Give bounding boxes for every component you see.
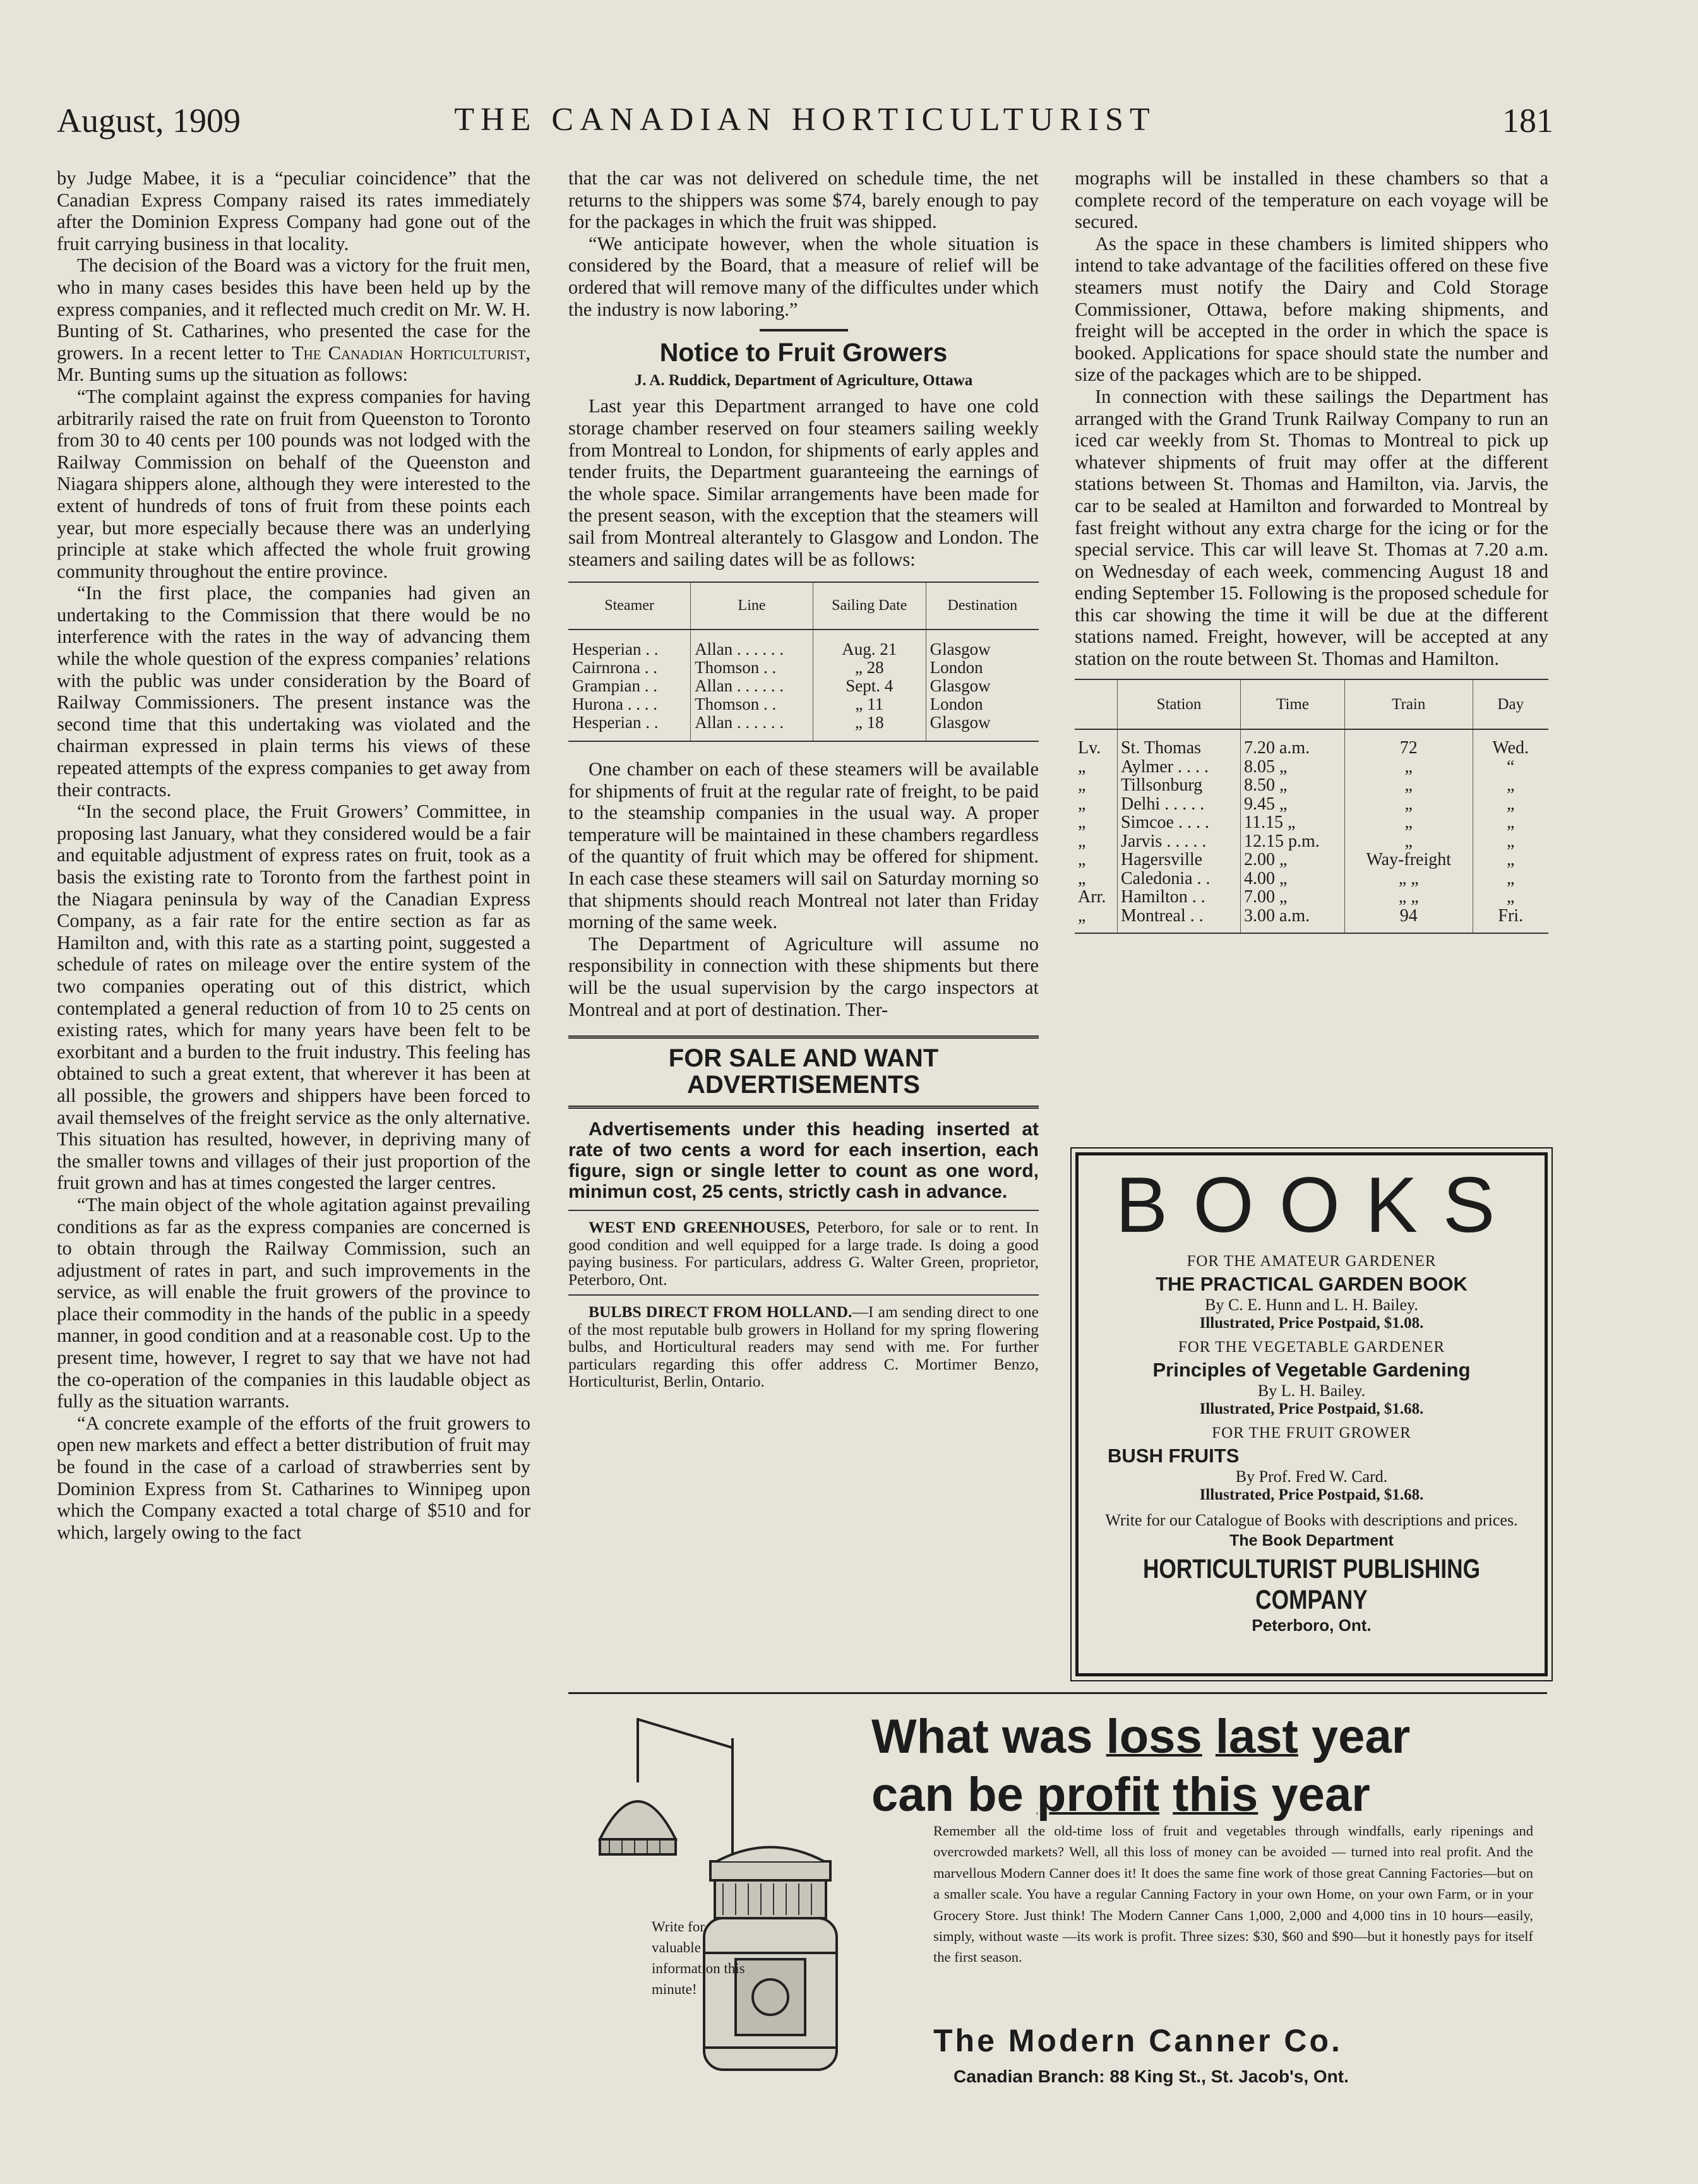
table-row: Hesperian . . Allan . . . . . . Aug. 21 Glasgow: [568, 630, 1039, 659]
classified-title: FOR SALE AND WANT ADVERTISEMENTS: [568, 1039, 1039, 1109]
ad-headline: What was loss last year can be profit this year: [871, 1710, 1411, 1822]
paragraph: In connection with these sailings the Department has arranged with the Grand Trunk Railway Company to run an iced car weekly from St. Thomas to Montreal to pick up whatever shipments of fruit may offer at the different stations between St. Thomas and Hamilton, via. Jarvis, the car to be sealed at Hamilton and forwarded to Montreal by fast freight without any extra charge for the icing or for the special service. This car will leave St. Thomas at 7.20 a.m. on Wednesday of each week, commencing August 18 and ending September 15. Following is the proposed schedule for this car showing the time it will be due at the different stations named. Freight, however, will be accepted at any station on the route between St. Thomas and Hamilton.: [1075, 385, 1548, 670]
page-number: 181: [1502, 102, 1553, 140]
paragraph: “The main object of the whole agitation against prevailing conditions as far as the express companies are concerned is to obtain through the Railway Commission, such an adjustment of rates in part, and such improvements in the service, as will enable the fruit growers of the province to place their commodity in the hands of the public in a speedy manner, in good condition and at a reasonable cost. Up to the present time, however, I regret to say that we have not had the co-operation of the companies in this laudable object as fully as the situation warrants.: [57, 1193, 530, 1412]
steamer-table: [568, 582, 1039, 742]
table-row: Hesperian . . Allan . . . . . . „ 18 Glasgow: [568, 713, 1039, 741]
paragraph: “In the second place, the Fruit Growers’ Committee, in proposing last January, what they considered would be a fair and equitable adjustment of express rates on fruit, took as a basis the existing rate to Toronto from the farthest point in the Niagara peninsula by way of the Canadian Express Company, as a fair rate for the entire section as far as Hamilton and, with this rate as a starting point, suggested a schedule of rates on mileage over the entire system of the two companies operating out of this district, which contemplated a general reduction of from 10 to 25 cents on existing rates, which for many years have been felt to be exorbitant and a burden to the fruit industry. This feeling has obtained to such a great extent, that wherever it has been at all possible, the growers and shippers have been forced to avail themselves of the freight service as the only alternative. This situation has resulted, however, in depriving many of the smaller towns and villages of their just proportion of the fruit grown and has at times congested the larger centres.: [57, 801, 530, 1194]
catalogue-note: Write for our Catalogue of Books with descriptions and prices.: [1105, 1511, 1518, 1529]
books-advertisement: [1075, 1152, 1548, 1676]
ad-body: Remember all the old-time loss of fruit and vegetables through windfalls, early ripenings and overcrowded markets? Well, all this loss of money can be avoided — turned into real profit. And the marvellous Modern Canner does it! It does the same fine work of those great Canning Factories—but on a smaller scale. You have a regular Canning Factory in your own Home, on your own Farm, or in your Grocery Store. Just think! The Modern Canner Cans 1,000, 2,000 and 4,000 tins in 10 hours—easily, simply, without waste —its work is profit. Three sizes: $30, $60 and $90—but it honestly pays for itself the first season.: [933, 1823, 1533, 1966]
classified-rates: Advertisements under this heading inserted at rate of two cents a word for each insertion, each figure, sign or single letter to count as one word, minimun cost, 25 cents, strictly cash in advance.: [568, 1119, 1039, 1211]
book-price: Illustrated, Price Postpaid, $1.68.: [1199, 1486, 1424, 1503]
table-row: „ Aylmer . . . . 8.05 „ „ “: [1075, 758, 1548, 777]
book-price: Illustrated, Price Postpaid, $1.68.: [1199, 1400, 1424, 1417]
table-row: Lv. St. Thomas 7.20 a.m. 72 Wed.: [1075, 729, 1548, 758]
table-row: „ Delhi . . . . . 9.45 „ „ „: [1075, 795, 1548, 814]
table-row: „ Tillsonburg 8.50 „ „ „: [1075, 776, 1548, 795]
table-row: Hurona . . . . Thomson . . „ 11 London: [568, 695, 1039, 713]
publication-title: THE CANADIAN HORTICULTURIST: [454, 102, 1156, 138]
paragraph: “A concrete example of the efforts of the fruit growers to open new markets and effect a better distribution of fruit may be found in the case of a carload of strawberries sent by Dominion Express from St. Catharines to Winnipeg upon which the Company exacted a total charge of $510 and for which, largely owing to the fact: [57, 1412, 530, 1543]
section-divider: [760, 329, 848, 331]
paragraph: Last year this Department arranged to have one cold storage chamber reserved on four steamers sailing weekly from Montreal to London, for shipments of early apples and tender fruits, the Department guaranteeing the earnings of the whole space. Similar arrangements have been made for the present season, with the exception that the steamers will sail from Montreal alterantely to Glasgow and London. The steamers and sailing dates will be as follows:: [568, 395, 1039, 570]
paragraph: One chamber on each of these steamers will be available for shipments of fruit at the regular rate of freight, to be paid to the steamship companies in the usual way. A proper temperature will be maintained in these chambers regardless of the quantity of fruit which may be offered for shipment. In each case these steamers will sail on Saturday morning so that shipments should reach Montreal not later than Friday morning of the same week.: [568, 758, 1039, 933]
table-header: Time: [1241, 679, 1345, 730]
paragraph: “The complaint against the express companies for having arbitrarily raised the rate on fruit from Queenston to Toronto from 30 to 40 cents per 100 pounds was not lodged with the Railway Commission on behalf of the Queenston and Niagara shippers alone, although they were interested to the extent of hundreds of tons of fruit from these points each year, but more especially because there was an underlying principle at stake which affected the whole fruit growing community throughout the entire province.: [57, 385, 530, 582]
classified-ad: WEST END GREENHOUSES, Peterboro, for sale or to rent. In good condition and well equipped for a large trade. Is doing a good paying business. For particulars, address G. Walter Green, proprietor, Peterboro, Ont.: [568, 1218, 1039, 1289]
paragraph: As the space in these chambers is limited shippers who intend to take advantage of the facilities offered on these five steamers must notify the Dairy and Cold Storage Commissioner, Ottawa, before making shipments, and freight will be accepted in the order in which the space is booked. Applications for space should state the number and size of the packages which are to be shipped.: [1075, 232, 1548, 386]
table-row: „ Hagersville 2.00 „ Way-freight „: [1075, 850, 1548, 869]
books-heading: BOOKS: [1115, 1162, 1521, 1249]
table-header: Sailing Date: [813, 582, 926, 630]
book-title: BUSH FRUITS: [1108, 1445, 1240, 1467]
running-head: [57, 95, 1553, 145]
paragraph: The Department of Agriculture will assume no responsibility in connection with these shipments but there will be the usual supervision by the cargo inspectors at Montreal and at port of destination. Ther-: [568, 933, 1039, 1020]
paragraph: that the car was not delivered on schedule time, the net returns to the shippers was some $74, barely enough to pay for the packages in which the fruit was shipped.: [568, 167, 1039, 233]
table-row: „ Simcoe . . . . 11.15 „ „ „: [1075, 813, 1548, 832]
schedule-table: [1075, 679, 1548, 934]
book-department: The Book Department: [1229, 1532, 1394, 1549]
book-author: By Prof. Fred W. Card.: [1235, 1467, 1388, 1486]
table-row: „ Jarvis . . . . . 12.15 p.m. „ „: [1075, 832, 1548, 851]
advertiser-address: Canadian Branch: 88 King St., St. Jacob's, Ont.: [954, 2067, 1349, 2086]
issue-date: August, 1909: [57, 102, 241, 140]
write-note: Write for valuable information this minute!: [652, 1919, 745, 1997]
paragraph: mographs will be installed in these chambers so that a complete record of the temperature on each voyage will be secured.: [1075, 167, 1548, 233]
paragraph: The decision of the Board was a victory for the fruit men, who in many cases besides this have been held up by the express companies, and it reflected much credit on Mr. W. H. Bunting of St. Catharines, who presented the case for the growers. In a recent letter to The Canadian Horticulturist, Mr. Bunting sums up the situation as follows:: [57, 254, 530, 386]
table-row: „ Caledonia . . 4.00 „ „ „ „: [1075, 869, 1548, 888]
book-title: Principles of Vegetable Gardening: [1152, 1359, 1471, 1381]
article-title: Notice to Fruit Growers: [659, 338, 948, 367]
publication-name: The Canadian Horticulturist: [291, 342, 526, 364]
paragraph: “We anticipate however, when the whole situation is considered by the Board, that a measure of relief will be ordered that will remove many of the difficultes under which the industry is now laboring.”: [568, 232, 1039, 320]
paragraph: by Judge Mabee, it is a “peculiar coincidence” that the Canadian Express Company raised its rates immediately after the Dominion Express Company had gone out of the fruit carrying business in that locality.: [57, 167, 530, 254]
column-1: [57, 167, 530, 1543]
table-header: Station: [1118, 679, 1241, 730]
book-author: By L. H. Bailey.: [1257, 1381, 1366, 1400]
publisher-name: HORTICULTURIST PUBLISHING COMPANY: [1142, 1554, 1481, 1615]
table-header: Train: [1345, 679, 1473, 730]
table-header: Line: [691, 582, 813, 630]
table-row: Grampian . . Allan . . . . . . Sept. 4 Glasgow: [568, 677, 1039, 695]
classified-ad: BULBS DIRECT FROM HOLLAND.—I am sending direct to one of the most reputable bulb growers in Holland for my spring flowering bulbs, and Horticultural readers may send with me. For further particulars regarding this offer address C. Mortimer Benzo, Horticulturist, Berlin, Ontario.: [568, 1294, 1039, 1397]
book-category: FOR THE VEGETABLE GARDENER: [1178, 1339, 1445, 1356]
canner-advertisement: [568, 1692, 1547, 2098]
classified-section: [568, 1035, 1039, 1397]
table-row: „ Montreal . . 3.00 a.m. 94 Fri.: [1075, 907, 1548, 934]
table-header: Destination: [926, 582, 1039, 630]
paragraph: “In the first place, the companies had given an undertaking to the Commission that there would be no interference with the rates in the way of advancing them while the whole question of the express companies’ relations with the public was under consideration by the Board of Railway Commissioners. The present instance was the second time that this undertaking was violated and the chairman expressed in plain terms his views of these repeated attempts of the express companies to get away from their contracts.: [57, 582, 530, 801]
column-2: [568, 167, 1039, 1397]
book-title: THE PRACTICAL GARDEN BOOK: [1156, 1273, 1468, 1295]
advertiser-name: The Modern Canner Co.: [933, 2023, 1342, 2058]
column-3: [1075, 167, 1548, 934]
article-byline: J. A. Ruddick, Department of Agriculture, Ottawa: [634, 371, 973, 389]
table-header: Steamer: [568, 582, 691, 630]
book-price: Illustrated, Price Postpaid, $1.08.: [1199, 1315, 1424, 1332]
book-category: FOR THE FRUIT GROWER: [1212, 1424, 1411, 1441]
book-category: FOR THE AMATEUR GARDENER: [1187, 1253, 1437, 1270]
publisher-city: Peterboro, Ont.: [1252, 1616, 1372, 1635]
book-author: By C. E. Hunn and L. H. Bailey.: [1205, 1296, 1418, 1314]
table-header: Day: [1473, 679, 1548, 730]
table-header: [1075, 679, 1118, 730]
table-row: Cairnrona . . Thomson . . „ 28 London: [568, 659, 1039, 677]
table-row: Arr. Hamilton . . 7.00 „ „ „ „: [1075, 888, 1548, 907]
canner-illustration: [575, 1713, 871, 2079]
